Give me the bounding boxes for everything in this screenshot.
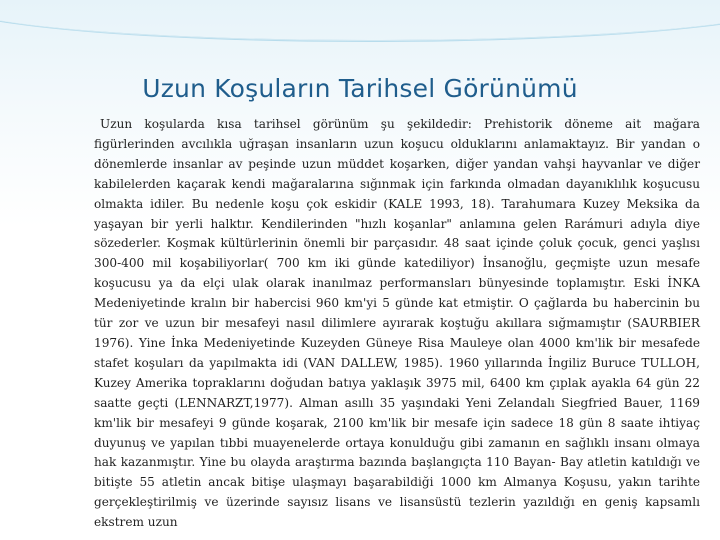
slide-title: Uzun Koşuların Tarihsel Görünümü — [142, 74, 578, 103]
slide-body-text: Uzun koşularda kısa tarihsel görünüm şu şekildedir: Prehistorik döneme ait mağara figürlerinden avcılıkla uğraşan insanların uzun koşucu olduklarını anlamaktayız. Bir yandan o dönemlerde insanlar av peşinde uzun müddet koşarken, diğer yandan vahşi hayvanlar ve diğer kabilelerden kaçarak kendi mağaralarına sığınmak için farkında olmadan dayanıklılık koşucusu olmakta idiler. Bu nedenle koşu çok eskidir (KALE 1993, 18). Tarahumara Kuzey Meksika da yaşayan bir yerli halktır. Kendilerinden "hızlı koşanlar" anlamına gelen Rarámuri adıyla diye sözederler. Koşmak kültürlerinin önemli bir parçasıdır. 48 saat içinde çoluk çocuk, genci yaşlısı 300-400 mil koşabiliyorlar( 700 km iki günde katediliyor) İnsanoğlu, geçmişte uzun mesafe koşucusu ya da elçi ulak olarak inanılmaz performansları bünyesinde toplamıştır. Eski İNKA Medeniyetinde kralın bir habercisi 960 km'yi 5 günde kat etmiştir. O çağlarda bu habercinin bu tür zor ve uzun bir mesafeyi nasıl dilimlere ayırarak koştuğu akıllara sığmamıştır (SAURBIER 1976). Yine İnka Medeniyetinde Kuzeyden Güneye Risa Mauleye olan 4000 km'lik bir mesafede stafet koşuları da yapılmakta idi (VAN DALLEW, 1985). 1960 yıllarında İngiliz Buruce TULLOH, Kuzey Amerika topraklarını doğudan batıya yaklaşık 3975 mil, 6400 km çıplak ayakla 64 gün 22 saatte geçti (LENNARZT,1977). Alman asıllı 35 yaşındaki Yeni Zelandalı Siegfried Bauer, 1169 km'lik bir mesafeyi 9 günde koşarak, 2100 km'lik bir mesafe için sadece 18 gün 8 saate ihtiyaç duyunuş ve yapılan tıbbi muayenelerde ortaya konulduğu gibi zamanın en sağlıklı insanı olmaya hak kazanmıştır. Yine bu olayda araştırma bazında başlangıçta 110 Bayan- Bay atletin katıldığı ve bitişte 55 atletin ancak bitişe ulaşmayı başarabildiği 1000 km Almanya Koşusu, yakın tarihte gerçekleştirilmiş ve üzerinde sayısız lisans ve lisansüstü tezlerin yazıldığı en geniş kapsamlı ekstrem uzun — [94, 117, 700, 530]
